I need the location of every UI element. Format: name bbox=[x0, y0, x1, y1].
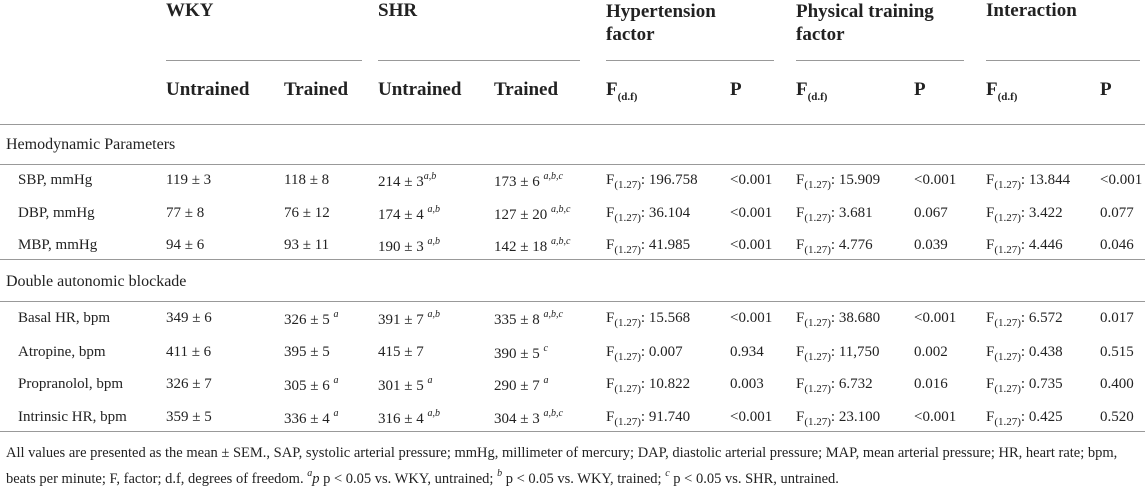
f-stat-cell: $F_{(1.27)}$: 0.735 bbox=[986, 376, 1063, 395]
p-value-cell: 0.515 bbox=[1100, 344, 1134, 360]
section-divider bbox=[0, 259, 1145, 260]
value-cell-c4: 173 ± 6 $^{a,b,c}$ bbox=[494, 171, 563, 190]
f-stat-cell: $F_{(1.27)}$: 15.568 bbox=[606, 310, 691, 329]
value-cell-c2: 336 ± 4 $^a$ bbox=[284, 408, 339, 427]
rule-shr bbox=[378, 60, 580, 61]
f-stat-cell: $F_{(1.27)}$: 0.438 bbox=[986, 344, 1063, 363]
value-cell-c3: 301 ± 5 $^a$ bbox=[378, 375, 433, 394]
p-value-cell: 0.017 bbox=[1100, 310, 1134, 326]
rule-wky bbox=[166, 60, 362, 61]
value-cell-c2: 118 ± 8 bbox=[284, 172, 330, 188]
value-cell-c4: 390 ± 5 $^c$ bbox=[494, 343, 548, 362]
group-header-hypertension: Hypertension factor bbox=[606, 1, 716, 45]
p-value-cell: 0.046 bbox=[1100, 237, 1134, 253]
group-header-wky: WKY bbox=[166, 0, 214, 21]
table-footnote: All values are presented as the mean ± SEM., SAP, systolic arterial pressure; mmHg, millimeter of mercury; DAP, diastolic arterial pressure; MAP, mean arterial pressure; HR, heart rate; bpm, beats per minute; F, factor; d.f, degrees of freedom. $^a$p p < 0.05 vs. WKY, untrained; $^b$ p < 0.05 vs. WKY, trained; $^c$ p < 0.05 vs. SHR, untrained. bbox=[6, 445, 1118, 487]
subheader-p3: P bbox=[1100, 79, 1112, 100]
f-stat-cell: $F_{(1.27)}$: 38.680 bbox=[796, 310, 881, 329]
f-stat-cell: $F_{(1.27)}$: 6.572 bbox=[986, 310, 1063, 329]
value-cell-c4: 127 ± 20 $^{a,b,c}$ bbox=[494, 204, 571, 223]
value-cell-c3: 415 ± 7 bbox=[378, 344, 424, 360]
section-rule bbox=[0, 301, 1145, 302]
p-value-cell: 0.934 bbox=[730, 344, 764, 360]
f-stat-cell: $F_{(1.27)}$: 0.425 bbox=[986, 409, 1063, 428]
row-label: Basal HR, bpm bbox=[18, 310, 111, 326]
value-cell-c1: 411 ± 6 bbox=[166, 344, 212, 360]
f-stat-cell: $F_{(1.27)}$: 4.446 bbox=[986, 237, 1063, 256]
rule-training bbox=[796, 60, 964, 61]
rule-hypertension bbox=[606, 60, 774, 61]
value-cell-c1: 77 ± 8 bbox=[166, 205, 205, 221]
subheader-f2: $F_{(d.f)}$ bbox=[796, 79, 828, 103]
p-value-cell: 0.067 bbox=[914, 205, 948, 221]
subheader-p1: P bbox=[730, 79, 742, 100]
f-stat-cell: $F_{(1.27)}$: 4.776 bbox=[796, 237, 873, 256]
subheader-shr-untrained: Untrained bbox=[378, 79, 462, 100]
value-cell-c2: 76 ± 12 bbox=[284, 205, 330, 221]
p-value-cell: <0.001 bbox=[1100, 172, 1143, 188]
value-cell-c1: 119 ± 3 bbox=[166, 172, 212, 188]
subheader-f1: $F_{(d.f)}$ bbox=[606, 79, 638, 103]
row-label: SBP, mmHg bbox=[18, 172, 93, 188]
row-label: Propranolol, bpm bbox=[18, 376, 123, 392]
value-cell-c4: 290 ± 7 $^a$ bbox=[494, 375, 549, 394]
value-cell-c3: 316 ± 4 $^{a,b}$ bbox=[378, 408, 440, 427]
p-value-cell: <0.001 bbox=[914, 172, 957, 188]
value-cell-c1: 359 ± 5 bbox=[166, 409, 212, 425]
f-stat-cell: $F_{(1.27)}$: 13.844 bbox=[986, 172, 1071, 191]
rule-interaction bbox=[986, 60, 1140, 61]
subheader-shr-trained: Trained bbox=[494, 79, 559, 100]
value-cell-c1: 349 ± 6 bbox=[166, 310, 212, 326]
header-rule bbox=[0, 124, 1145, 125]
f-stat-cell: $F_{(1.27)}$: 36.104 bbox=[606, 205, 691, 224]
p-value-cell: <0.001 bbox=[730, 172, 773, 188]
group-header-shr: SHR bbox=[378, 0, 418, 21]
section-title: Double autonomic blockade bbox=[6, 273, 187, 290]
f-stat-cell: $F_{(1.27)}$: 23.100 bbox=[796, 409, 881, 428]
f-stat-cell: $F_{(1.27)}$: 6.732 bbox=[796, 376, 873, 395]
group-header-training: Physical training factor bbox=[796, 1, 934, 45]
value-cell-c1: 94 ± 6 bbox=[166, 237, 205, 253]
p-value-cell: 0.520 bbox=[1100, 409, 1134, 425]
f-stat-cell: $F_{(1.27)}$: 11,750 bbox=[796, 344, 880, 363]
row-label: Intrinsic HR, bpm bbox=[18, 409, 127, 425]
table-bottom-rule bbox=[0, 431, 1145, 432]
value-cell-c4: 142 ± 18 $^{a,b,c}$ bbox=[494, 236, 571, 255]
row-label: Atropine, bpm bbox=[18, 344, 106, 360]
p-value-cell: 0.400 bbox=[1100, 376, 1134, 392]
p-value-cell: 0.002 bbox=[914, 344, 948, 360]
section-rule bbox=[0, 164, 1145, 165]
p-value-cell: 0.016 bbox=[914, 376, 948, 392]
subheader-wky-untrained: Untrained bbox=[166, 79, 250, 100]
row-label: DBP, mmHg bbox=[18, 205, 95, 221]
f-stat-cell: $F_{(1.27)}$: 91.740 bbox=[606, 409, 691, 428]
p-value-cell: <0.001 bbox=[914, 409, 957, 425]
p-value-cell: 0.039 bbox=[914, 237, 948, 253]
f-stat-cell: $F_{(1.27)}$: 41.985 bbox=[606, 237, 691, 256]
value-cell-c2: 93 ± 11 bbox=[284, 237, 330, 253]
value-cell-c3: $214 \pm 3^{a,b}$ bbox=[378, 171, 437, 190]
value-cell-c4: 304 ± 3 $^{a,b,c}$ bbox=[494, 408, 563, 427]
value-cell-c2: 305 ± 6 $^a$ bbox=[284, 375, 339, 394]
value-cell-c1: 326 ± 7 bbox=[166, 376, 212, 392]
subheader-wky-trained: Trained bbox=[284, 79, 349, 100]
f-stat-cell: $F_{(1.27)}$: 3.422 bbox=[986, 205, 1063, 224]
p-value-cell: <0.001 bbox=[914, 310, 957, 326]
row-label: MBP, mmHg bbox=[18, 237, 98, 253]
f-stat-cell: $F_{(1.27)}$: 3.681 bbox=[796, 205, 873, 224]
f-stat-cell: $F_{(1.27)}$: 196.758 bbox=[606, 172, 698, 191]
p-value-cell: <0.001 bbox=[730, 409, 773, 425]
value-cell-c3: 391 ± 7 $^{a,b}$ bbox=[378, 309, 440, 328]
p-value-cell: 0.077 bbox=[1100, 205, 1134, 221]
p-value-cell: 0.003 bbox=[730, 376, 764, 392]
f-stat-cell: $F_{(1.27)}$: 10.822 bbox=[606, 376, 691, 395]
value-cell-c2: 326 ± 5 $^a$ bbox=[284, 309, 339, 328]
value-cell-c4: 335 ± 8 $^{a,b,c}$ bbox=[494, 309, 563, 328]
subheader-p2: P bbox=[914, 79, 926, 100]
group-header-interaction: Interaction bbox=[986, 0, 1077, 21]
value-cell-c2: 395 ± 5 bbox=[284, 344, 330, 360]
subheader-f3: $F_{(d.f)}$ bbox=[986, 79, 1018, 103]
p-value-cell: <0.001 bbox=[730, 237, 773, 253]
value-cell-c3: 190 ± 3 $^{a,b}$ bbox=[378, 236, 440, 255]
value-cell-c3: 174 ± 4 $^{a,b}$ bbox=[378, 204, 440, 223]
f-stat-cell: $F_{(1.27)}$: 0.007 bbox=[606, 344, 683, 363]
p-value-cell: <0.001 bbox=[730, 310, 773, 326]
f-stat-cell: $F_{(1.27)}$: 15.909 bbox=[796, 172, 881, 191]
p-value-cell: <0.001 bbox=[730, 205, 773, 221]
section-title: Hemodynamic Parameters bbox=[6, 136, 176, 153]
